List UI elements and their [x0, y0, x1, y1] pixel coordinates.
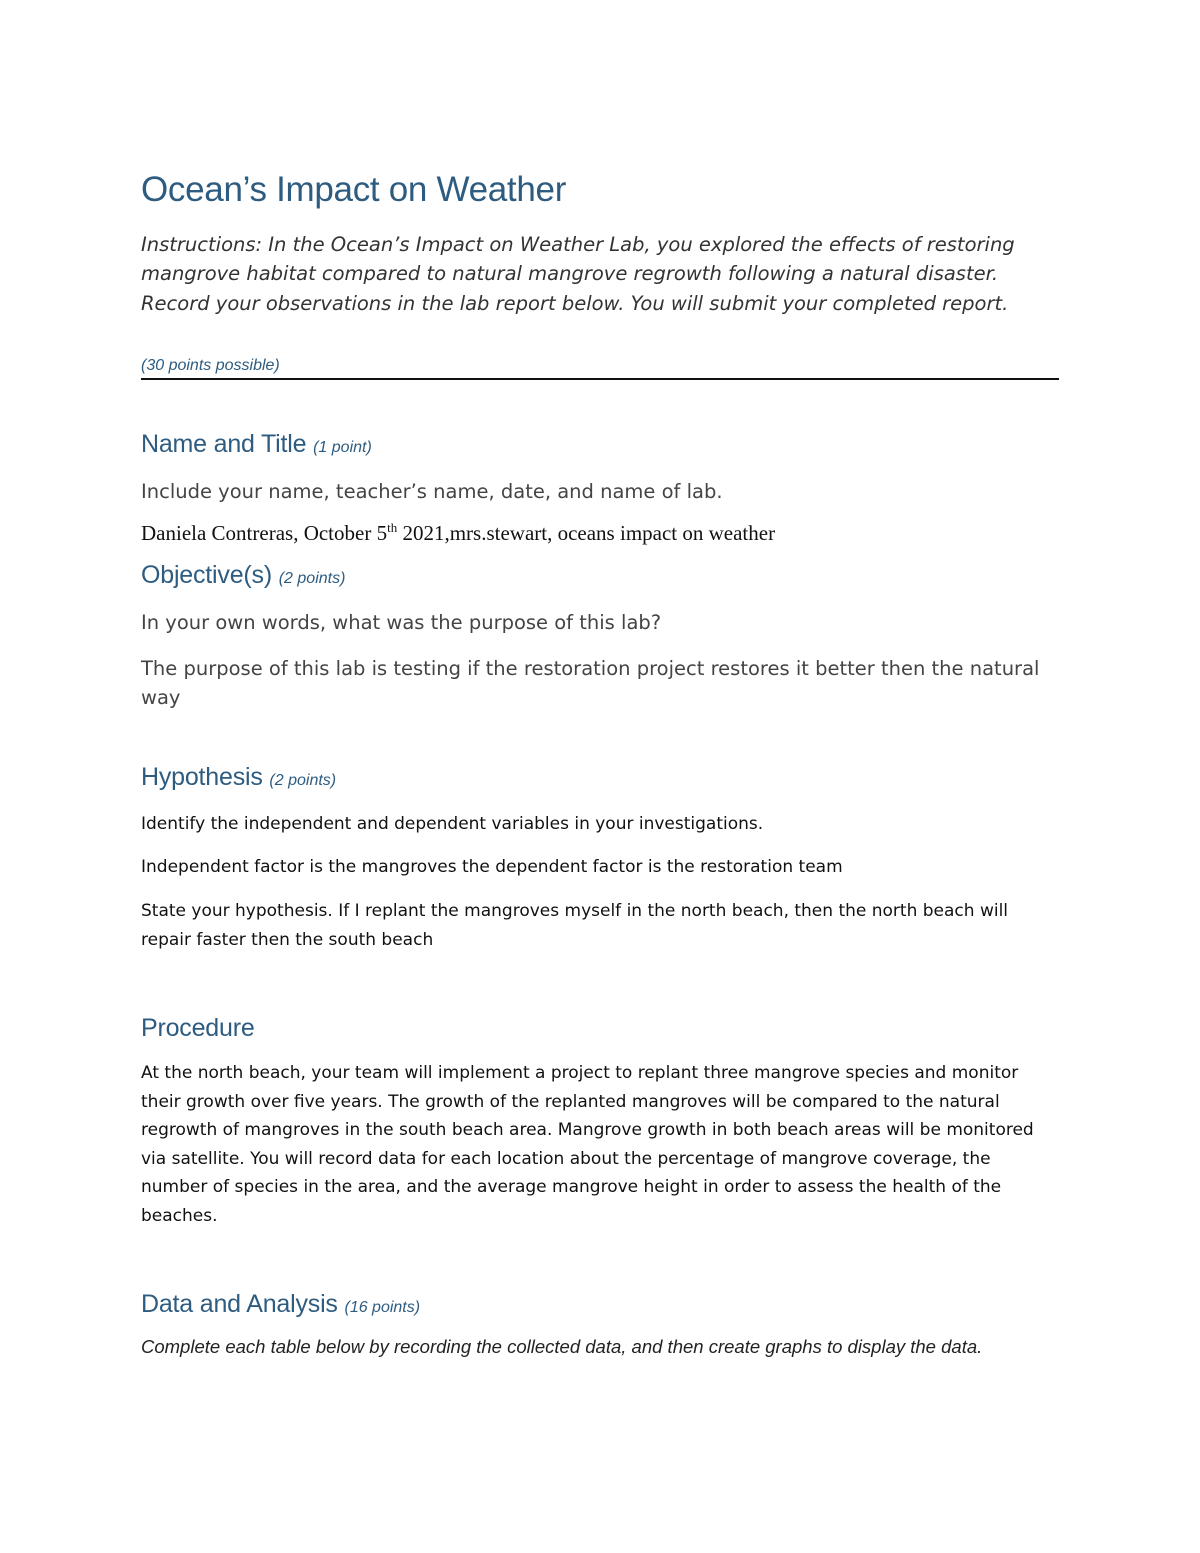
hypothesis-statement: State your hypothesis. If I replant the mangroves myself in the north beach, then the north beach will repair faster then the south beach [141, 901, 1009, 950]
name-title-prompt: Include your name, teacher’s name, date, and name of lab. [141, 480, 723, 503]
name-answer-main: Daniela Contreras, October 5 [141, 521, 388, 545]
document-title: Ocean’s Impact on Weather [141, 170, 567, 209]
name-title-heading [141, 430, 372, 459]
hypothesis-heading-text: Hypothesis [141, 763, 263, 791]
hypothesis-heading [141, 763, 336, 792]
name-title-answer [141, 521, 775, 546]
objective-prompt: In your own words, what was the purpose of this lab? [141, 611, 662, 634]
objective-heading [141, 561, 345, 590]
name-answer-ordinal: th [387, 520, 398, 535]
procedure-heading [141, 1014, 255, 1043]
data-analysis-heading [141, 1290, 420, 1319]
name-title-heading-text: Name and Title [141, 430, 307, 458]
data-analysis-heading-text: Data and Analysis [141, 1290, 338, 1318]
hypothesis-points: (2 points) [269, 772, 337, 789]
data-analysis-points: (16 points) [344, 1299, 421, 1316]
hypothesis-prompt: Identify the independent and dependent variables in your investigations. [141, 814, 764, 834]
name-title-points: (1 point) [313, 439, 372, 456]
objective-answer: The purpose of this lab is testing if the restoration project restores it better then the natural way [141, 657, 1040, 709]
objective-points: (2 points) [278, 570, 346, 587]
procedure-text: At the north beach, your team will implement a project to replant three mangrove species and monitor their growth over five years. The growth of the replanted mangroves will be compared to the natural regrowth of mangroves in the south beach area. Mangrove growth in both beach areas will be monitored via satellite. You will record data for each location about the percentage of mangrove coverage, the number of species in the area, and the average mangrove height in order to assess the health of the beaches. [141, 1063, 1034, 1226]
procedure-heading-text: Procedure [141, 1014, 255, 1042]
objective-heading-text: Objective(s) [141, 561, 272, 589]
variables-answer: Independent factor is the mangroves the dependent factor is the restoration team [141, 857, 843, 877]
document-page [141, 0, 1061, 1553]
section-divider [141, 378, 1059, 380]
name-answer-rest: 2021,mrs.stewart, oceans impact on weather [397, 521, 776, 545]
points-possible: (30 points possible) [141, 357, 280, 374]
data-analysis-instructions: Complete each table below by recording the collected data, and then create graphs to display the data. [141, 1336, 983, 1357]
instructions-text: Instructions: In the Ocean’s Impact on Weather Lab, you explored the effects of restoring mangrove habitat compared to natural mangrove regrowth following a natural disaster. Record your observations in the lab report below. You will submit your completed report. [141, 233, 1015, 315]
